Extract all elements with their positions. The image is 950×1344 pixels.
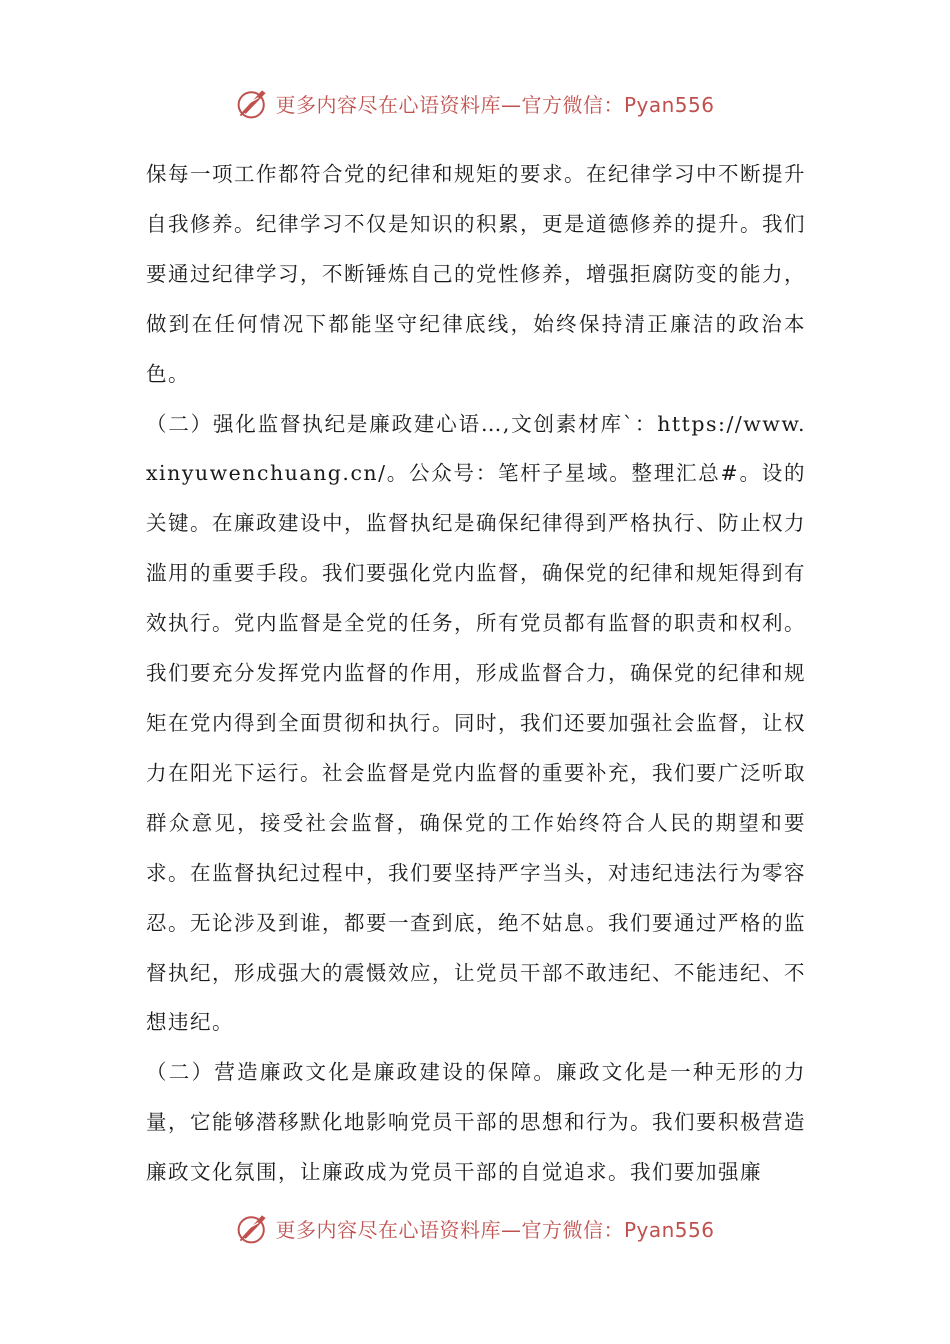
header-banner-text: 更多内容尽在心语资料库—官方微信：Pyan556 (275, 92, 715, 117)
footer-banner-text: 更多内容尽在心语资料库—官方微信：Pyan556 (275, 1217, 715, 1242)
header-banner (0, 83, 950, 123)
paragraph-1: 保每一项工作都符合党的纪律和规矩的要求。在纪律学习中不断提升自我修养。纪律学习不仅是知识的积累，更是道德修养的提升。我们要通过纪律学习，不断锤炼自己的党性修养，增强拒腐防变的能力，做到在任何情况下都能坚守纪律底线，始终保持清正廉洁的政治本色。 (146, 162, 806, 386)
paragraph-3: （二）营造廉政文化是廉政建设的保障。廉政文化是一种无形的力量，它能够潜移默化地影响党员干部的思想和行为。我们要积极营造廉政文化氛围，让廉政成为党员干部的自觉追求。我们要加强廉 (146, 1060, 806, 1185)
footer-banner (0, 1208, 950, 1248)
quill-pen-logo-icon (235, 85, 271, 121)
quill-pen-logo-icon (235, 1210, 271, 1246)
paragraph-2: （二）强化监督执纪是廉政建心语…,文创素材库`：https://www.xinyuwenchuang.cn/。公众号：笔杆子星域。整理汇总#。设的关键。在廉政建设中，监督执纪是确保纪律得到严格执行、防止权力滥用的重要手段。我们要强化党内监督，确保党的纪律和规矩得到有效执行。党内监督是全党的任务，所有党员都有监督的职责和权利。我们要充分发挥党内监督的作用，形成监督合力，确保党的纪律和规矩在党内得到全面贯彻和执行。同时，我们还要加强社会监督，让权力在阳光下运行。社会监督是党内监督的重要补充，我们要广泛听取群众意见，接受社会监督，确保党的工作始终符合人民的期望和要求。在监督执纪过程中，我们要坚持严字当头，对违纪违法行为零容忍。无论涉及到谁，都要一查到底，绝不姑息。我们要通过严格的监督执纪，形成强大的震慑效应，让党员干部不敢违纪、不能违纪、不想违纪。 (146, 411, 806, 1035)
document-body (146, 150, 806, 1198)
